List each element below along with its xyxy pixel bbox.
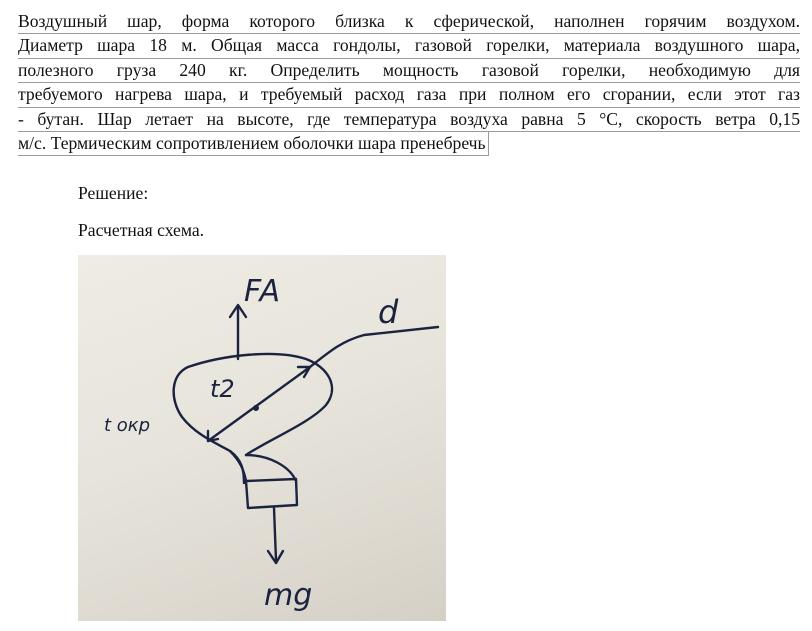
problem-line-4: требуемого нагрева шара, и требуемый расход газа при полном его сгорании, если этот газ [18,83,800,107]
sketch-photo [78,255,446,621]
problem-line-1: Воздушный шар, форма которого близка к сферической, наполнен горячим воздухом. [18,10,800,34]
problem-line-5: - бутан. Шар летает на высоте, где температура воздуха равна 5 °С, скорость ветра 0,15 [18,108,800,132]
diameter-label: d [378,293,399,331]
solution-heading: Решение: [78,183,149,203]
problem-statement [18,10,800,156]
problem-line-6: м/с. Термическим сопротивлением оболочки шара пренебречь [18,132,489,156]
balloon-outline [174,354,332,483]
basket [246,479,297,508]
inner-temp-label: t2 [210,375,235,403]
diameter-leader [310,327,438,367]
center-dot [254,406,258,410]
problem-line-3: полезного груза 240 кг. Определить мощность газовой горелки, необходимую для [18,59,800,83]
outer-temp-label: t окр [104,415,151,436]
down-arrow-shaft [274,508,276,560]
balloon-sketch [78,255,446,621]
force-down-label: mg [264,578,313,613]
scheme-heading: Расчетная схема. [78,220,205,240]
balloon-neck-right [246,455,296,481]
problem-line-2: Диаметр шара 18 м. Общая масса гондолы, газовой горелки, материала воздушного шара, [18,34,800,58]
force-up-label: FA [244,274,281,309]
